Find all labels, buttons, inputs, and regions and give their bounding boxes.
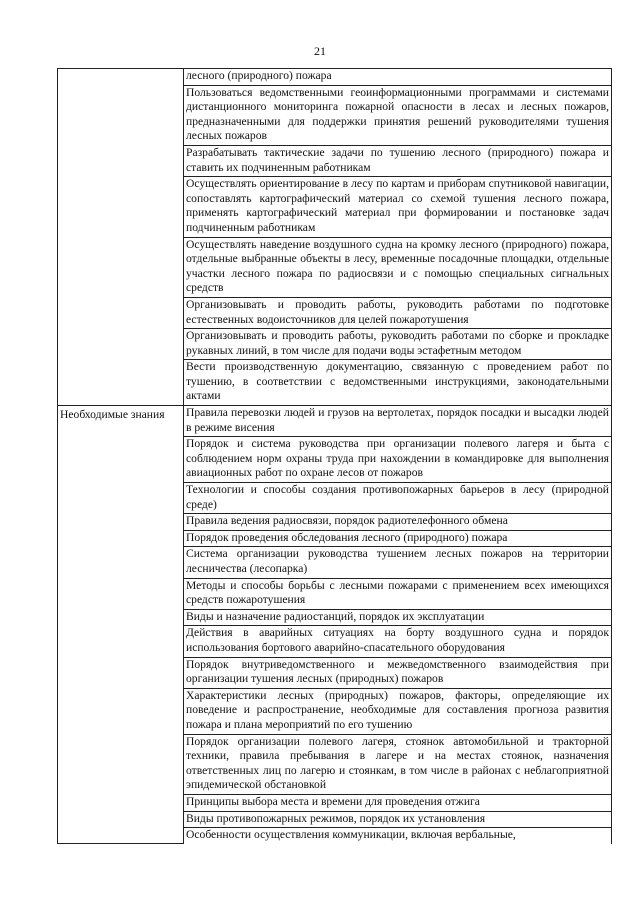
row-text-cell: Технологии и способы создания противопожарных барьеров в лесу (природной среде): [184, 483, 612, 514]
row-text-cell: Действия в аварийных ситуациях на борту воздушного судна и порядок использования бортового аварийно-спасательного оборудования: [184, 626, 612, 657]
row-text-cell: Особенности осуществления коммуникации, включая вербальные,: [184, 828, 612, 844]
row-text-cell: Система организации руководства тушением лесных пожаров на территории лесничества (лесопарка): [184, 547, 612, 578]
competency-table: [57, 68, 612, 844]
row-text-cell: Осуществлять наведение воздушного судна на кромку лесного (природного) пожара, отдельные выбранные объекты в лесу, временные посадочные площадки, отдельные участки лесного пожара по радиосвязи и с помощью специальных сигнальных средств: [184, 237, 612, 297]
row-text-cell: Характеристики лесных (природных) пожаров, факторы, определяющие их поведение и распространение, необходимые для составления прогноза развития пожара и плана мероприятий по его тушению: [184, 688, 612, 734]
row-text-cell: Принципы выбора места и времени для проведения отжига: [184, 794, 612, 811]
row-text-cell: Виды противопожарных режимов, порядок их установления: [184, 811, 612, 828]
table-body: [58, 69, 612, 844]
row-text-cell: Организовывать и проводить работы, руководить работами по подготовке естественных водоисточников для целей пожаротушения: [184, 297, 612, 328]
row-text-cell: Пользоваться ведомственными геоинформационными программами и системами дистанционного мониторинга пожарной опасности в лесах и лесных пожаров, предназначенными для поддержки принятия решений руководителями тушения лесных пожаров: [184, 85, 612, 145]
row-text-cell: Порядок внутриведомственного и межведомственного взаимодействия при организации тушения лесных (природных) пожаров: [184, 657, 612, 688]
row-text-cell: Организовывать и проводить работы, руководить работами по сборке и прокладке рукавных линий, в том числе для подачи воды эстафетным методом: [184, 329, 612, 360]
row-text-cell: Правила перевозки людей и грузов на вертолетах, порядок посадки и высадки людей в режиме висения: [184, 406, 612, 437]
row-label-cell: Необходимые знания: [58, 406, 184, 844]
row-text-cell: Порядок организации полевого лагеря, стоянок автомобильной и тракторной техники, правила пребывания в лагере и на местах стоянок, назначения ответственных лиц по лагерю и стоянкам, в том числе в районах с неблагоприятной эпидемической обстановкой: [184, 734, 612, 794]
row-text-cell: Методы и способы борьбы с лесными пожарами с применением всех имеющихся средств пожаротушения: [184, 578, 612, 609]
row-label-cell: [58, 69, 184, 406]
table-row: [58, 69, 612, 86]
page-number: 21: [314, 44, 326, 58]
table-row: [58, 406, 612, 437]
row-text-cell: лесного (природного) пожара: [184, 69, 612, 86]
row-text-cell: Осуществлять ориентирование в лесу по картам и приборам спутниковой навигации, сопоставлять картографический материал со схемой тушения лесного пожара, применять картографический материал при формировании и постановке задач подчиненным работникам: [184, 177, 612, 237]
row-text-cell: Вести производственную документацию, связанную с проведением работ по тушению, в соответствии с ведомственными инструкциями, законодательными актами: [184, 360, 612, 406]
row-text-cell: Правила ведения радиосвязи, порядок радиотелефонного обмена: [184, 514, 612, 531]
row-text-cell: Виды и назначение радиостанций, порядок их эксплуатации: [184, 609, 612, 626]
row-text-cell: Порядок и система руководства при организации полевого лагеря и быта с соблюдением норм охраны труда при нахождении в командировке для выполнения авиационных работ по охране лесов от пожаров: [184, 437, 612, 483]
row-text-cell: Разрабатывать тактические задачи по тушению лесного (природного) пожара и ставить их подчиненным работникам: [184, 145, 612, 176]
row-text-cell: Порядок проведения обследования лесного (природного) пожара: [184, 530, 612, 547]
